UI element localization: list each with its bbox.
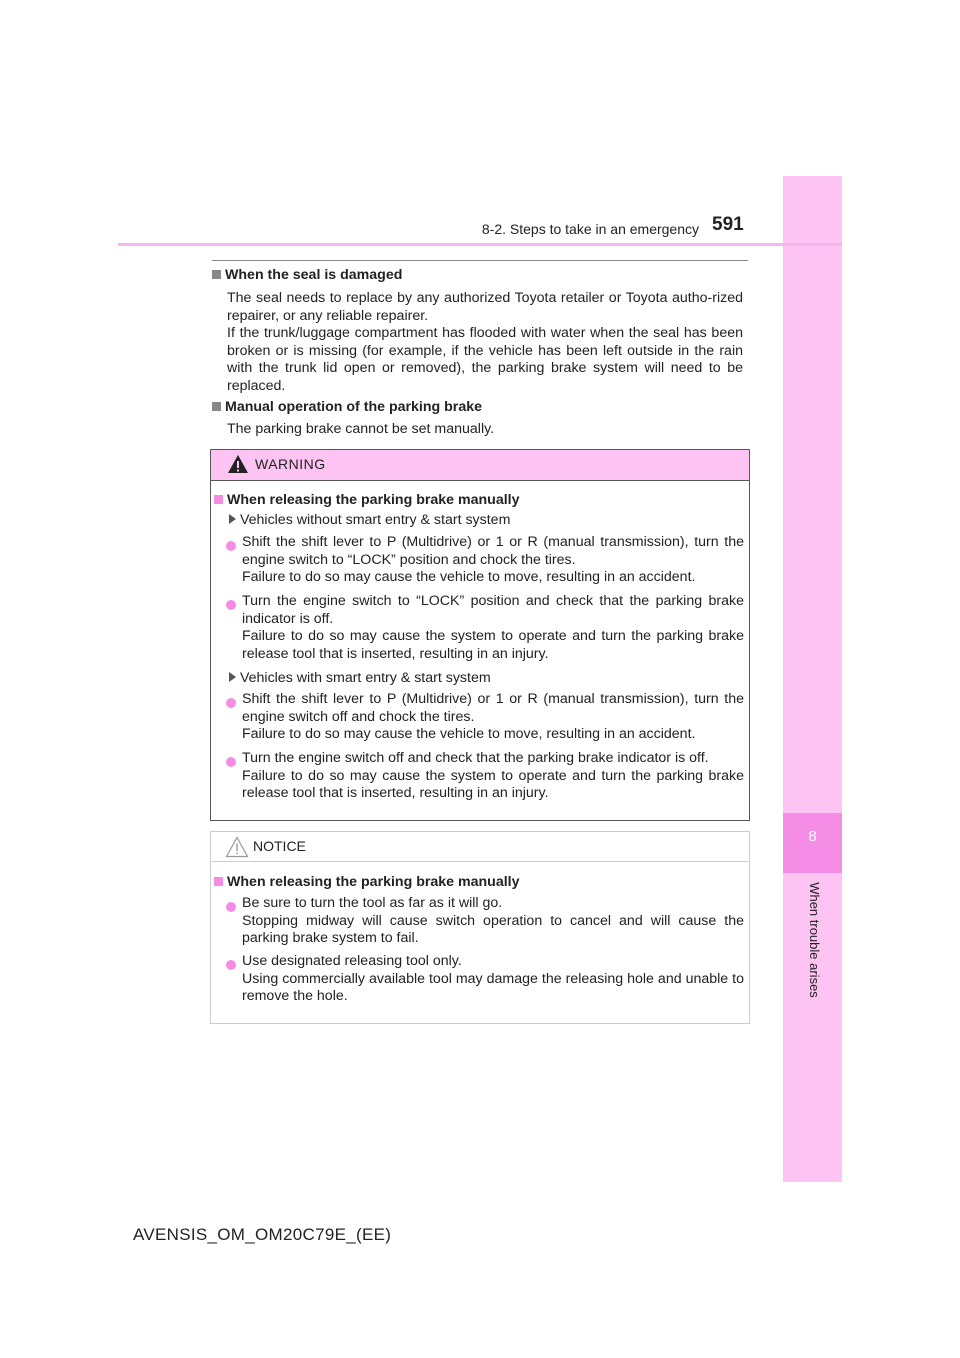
- list-item: [242, 534, 744, 587]
- list-item-text: Stopping midway will cause switch operation to cancel and will cause the parking brake system to fail.: [242, 912, 744, 947]
- section-body: [227, 421, 743, 439]
- subheading-text: Vehicles with smart entry & start system: [239, 670, 491, 686]
- dot-bullet-icon: [226, 957, 236, 975]
- list-item-text: Turn the engine switch off and check that the parking brake indicator is off.: [242, 750, 709, 766]
- content-divider: [212, 260, 748, 261]
- triangle-bullet-icon: [229, 672, 236, 682]
- list-item-text: Failure to do so may cause the system to operate and turn the parking brake release tool that is inserted, resulting in an injury.: [242, 628, 744, 662]
- chapter-side-tab: [783, 176, 842, 1182]
- notice-heading-text: When releasing the parking brake manually: [227, 874, 520, 890]
- dot-bullet-icon: [226, 695, 236, 713]
- notice-heading: [214, 873, 744, 891]
- list-item: [242, 895, 744, 948]
- square-bullet-icon: [212, 270, 221, 279]
- list-item-text: Failure to do so may cause the vehicle to move, resulting in an accident.: [242, 726, 696, 743]
- paragraph: If the trunk/luggage compartment has flooded with water when the seal has been broken or is missing (for example, if the vehicle has been left outside in the rain with the trunk lid open or removed), the parking brake system will need to be replaced.: [227, 325, 743, 394]
- list-item-text: Shift the shift lever to P (Multidrive) or 1 or R (manual transmission), turn the engine switch off and chock the tires.: [242, 691, 744, 725]
- caution-triangle-icon: [225, 836, 249, 863]
- warning-subheading: [229, 670, 744, 688]
- chapter-number: 8: [808, 828, 817, 845]
- section-title: 8-2. Steps to take in an emergency: [481, 221, 699, 237]
- list-item: [242, 953, 744, 1006]
- warning-triangle-icon: [227, 454, 249, 479]
- list-item-text: Shift the shift lever to P (Multidrive) or 1 or R (manual transmission), turn the engine switch to “LOCK” position and chock the tires.: [242, 534, 744, 568]
- list-item: [242, 750, 744, 803]
- page-number: 591: [712, 214, 744, 235]
- dot-bullet-icon: [226, 597, 236, 615]
- list-item-text: Using commercially available tool may damage the releasing hole and unable to remove the hole.: [242, 970, 744, 1005]
- document-code: AVENSIS_OM_OM20C79E_(EE): [133, 1225, 392, 1244]
- section-heading: [212, 266, 752, 284]
- square-bullet-icon: [214, 495, 223, 504]
- section-heading-text: Manual operation of the parking brake: [225, 399, 482, 415]
- section-body: [227, 290, 743, 396]
- warning-title: WARNING: [255, 456, 326, 472]
- section-heading: [212, 398, 752, 416]
- paragraph: The seal needs to replace by any authorized Toyota retailer or Toyota autho-rized repairer, or any reliable repairer.: [227, 290, 743, 324]
- list-item-text: Be sure to turn the tool as far as it will go.: [242, 895, 503, 911]
- square-bullet-icon: [212, 402, 221, 411]
- dot-bullet-icon: [226, 538, 236, 556]
- square-bullet-icon: [214, 877, 223, 886]
- header-divider: [118, 243, 842, 246]
- list-item-text: Turn the engine switch to “LOCK” position and check that the parking brake indicator is off.: [242, 593, 744, 627]
- dot-bullet-icon: [226, 899, 236, 917]
- triangle-bullet-icon: [229, 514, 236, 524]
- subheading-text: Vehicles without smart entry & start system: [239, 512, 511, 528]
- chapter-label: When trouble arises: [807, 882, 822, 998]
- notice-title: NOTICE: [253, 838, 306, 854]
- warning-heading-text: When releasing the parking brake manually: [227, 492, 520, 508]
- section-heading-text: When the seal is damaged: [225, 267, 403, 283]
- list-item-text: Failure to do so may cause the system to operate and turn the parking brake release tool that is inserted, resulting in an injury.: [242, 767, 744, 802]
- list-item-text: Use designated releasing tool only.: [242, 953, 462, 969]
- warning-subheading: [229, 512, 744, 530]
- paragraph: The parking brake cannot be set manually.: [227, 421, 495, 437]
- list-item-text: Failure to do so may cause the vehicle to move, resulting in an accident.: [242, 569, 696, 586]
- list-item: [242, 593, 744, 663]
- list-item: [242, 691, 744, 744]
- dot-bullet-icon: [226, 754, 236, 772]
- warning-heading: [214, 491, 744, 509]
